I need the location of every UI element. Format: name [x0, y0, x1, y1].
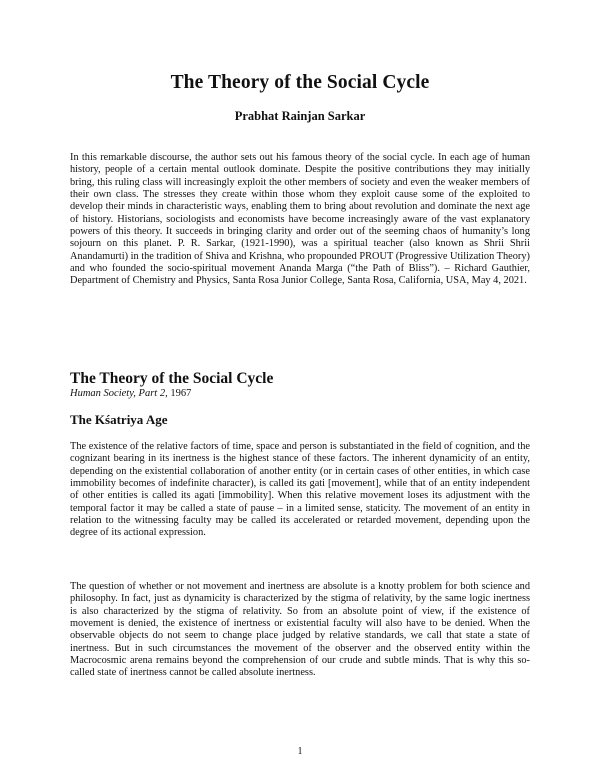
section-title: The Theory of the Social Cycle [70, 370, 274, 387]
intro-paragraph: In this remarkable discourse, the author sets out his famous theory of the social cycle. In each age of human history, people of a certain mental outlook dominate. Despite the positive contributions they may initially bring, this ruling class will increasingly exploit the other members of society and even the weaker members of their own class. The stresses they create within those whom they exploit cause some of the exploited to develop their minds in characteristic ways, enabling them to bring about revolution and dominate the next age of history. Historians, sociologists and economists have become increasingly aware of the vast explanatory powers of this theory. It succeeds in bringing clarity and order out of the seeming chaos of humanity’s long sojourn on this planet. P. R. Sarkar, (1921-1990), was a spiritual teacher (also known as Shrii Shrii Anandamurti) in the tradition of Shiva and Krishna, who propounded PROUT (Progressive Utilization Theory) and who founded the socio-spiritual movement Ananda Marga (“the Path of Bliss”). – Richard Gauthier, Department of Chemistry and Physics, Santa Rosa Junior College, Santa Rosa, California, USA, May 4, 2021. [70, 152, 530, 287]
source-year: 1967 [170, 388, 192, 399]
document-title: The Theory of the Social Cycle [170, 72, 430, 93]
source-title: Human Society, Part 2, [70, 388, 168, 399]
subsection-heading: The Kśatriya Age [70, 412, 168, 427]
body-paragraph-1: The existence of the relative factors of time, space and person is substantiated in the field of cognition, and the cognizant bearing in its inertness is the highest stance of these factors. The inherent dynamicity of an entity, depending on the existential collaboration of another entity (or in certain cases of other entities, in which case immobility becomes of indefinite character), is called its gati [movement], while that of an entity independent of other entities is called its agati [immobility]. When this relative movement loses its adjustment with the temporal factor it may be called a state of pause – in a limited sense, staticity. The movement of an entity in relation to the witnessing faculty may be called its accelerated or retarded movement, depending upon the degree of its actional expression. [70, 441, 530, 539]
source-citation [70, 388, 191, 399]
page-number: 1 [297, 746, 303, 757]
body-paragraph-2: The question of whether or not movement and inertness are absolute is a knotty problem for both science and philosophy. In fact, just as dynamicity is characterized by the stigma of relativity, by the same logic inertness is also characterized by the stigma of relativity. So from an absolute point of view, if the existence of movement is denied, the existence of inertness or existential faculty will also have to be denied. When the observable objects do not seem to change place judged by relative standards, we call that state a state of inertness. But in such circumstances the movement of the observer and the observed entity within the Macrocosmic arena remains beyond the comprehension of our crude and subtle minds. That is why this so-called state of inertness cannot be called absolute inertness. [70, 581, 530, 679]
document-author: Prabhat Rainjan Sarkar [234, 109, 366, 123]
